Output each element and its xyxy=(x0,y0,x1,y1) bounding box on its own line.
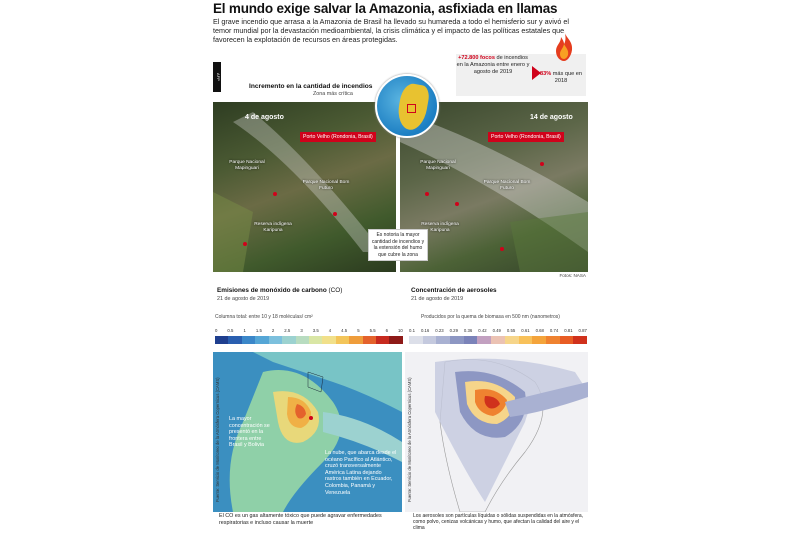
date-label-right: 14 de agosto xyxy=(530,114,573,121)
co-label-max: La mayor concentración se presentó en la frontera entre Brasil y Bolivia xyxy=(229,416,270,449)
co-heading-suffix: (CO) xyxy=(328,287,343,294)
co-scale-tick: 6 xyxy=(385,328,389,333)
co-heading xyxy=(217,287,342,294)
aerosol-date: 21 de agosto de 2019 xyxy=(411,296,464,302)
fires-text: de incendios en la Amazonia entre enero y agosto de 2019 xyxy=(456,55,530,75)
fire-marker xyxy=(425,192,429,196)
fire-marker xyxy=(273,192,277,196)
date-label-left: 4 de agosto xyxy=(245,114,284,121)
reserve-label-left: Reserva indígena Karipuna xyxy=(254,222,292,233)
intro-text: El grave incendio que arrasa a la Amazonia de Brasil ha llevado su humareda a todo el hemisferio sur y avivó el temor mundial por la devastación medioambiental, la crisis climática y el impacto de las políticas estatales que favorecen la explotación de recursos en áreas protegidas. xyxy=(213,17,569,44)
aerosol-scale-swatch xyxy=(546,336,560,344)
fire-marker xyxy=(455,202,459,206)
aerosol-scale-swatch xyxy=(560,336,574,344)
aerosol-scale-tick: 0.36 xyxy=(463,328,473,333)
co-scale-swatch xyxy=(363,336,376,344)
percent-value: 83% xyxy=(540,71,552,77)
aerosol-scale-tick: 0.81 xyxy=(564,328,573,333)
reserve-label-right: Reserva indígena Karipuna xyxy=(421,222,459,233)
co-scale-swatch xyxy=(349,336,362,344)
satellite-heading: Incremento en la cantidad de incendios xyxy=(249,83,373,90)
co-scale-tick: 1 xyxy=(243,328,246,333)
aerosol-map xyxy=(405,352,588,512)
co-footnote: El CO es un gas altamente tóxico que puede agravar enfermedades respiratorias e incluso causar la muerte xyxy=(219,513,382,526)
aerosol-scale-swatch xyxy=(409,336,423,344)
aerosol-scale-tick: 0.74 xyxy=(549,328,559,333)
aerosol-scale-tick: 0.23 xyxy=(435,328,444,333)
co-scale-tick: 10 xyxy=(398,328,403,333)
aerosol-scale-tick: 0.68 xyxy=(535,328,544,333)
co-scale-swatch xyxy=(309,336,322,344)
aerosol-source-text: Fuente: Servicio de Monitoreo de la Atmósfera Copernicus (CAMS) xyxy=(407,377,412,502)
co-scale-tick: 1.5 xyxy=(255,328,262,333)
aerosol-footnote: Los aerosoles son partículas líquidas o sólidas suspendidas en la atmósfera, como polvo, cenizas volcánicas y humo, que afectan la calidad del aire y el clima xyxy=(413,513,584,532)
co-scale-tick: 3 xyxy=(300,328,303,333)
aerosol-color-scale xyxy=(409,336,587,344)
fires-stat xyxy=(456,55,530,76)
aerosol-scale-ticks xyxy=(409,328,587,333)
page-title: El mundo exige salvar la Amazonia, asfixiada en llamas xyxy=(213,1,558,16)
aerosol-scale-tick: 0.55 xyxy=(506,328,516,333)
co-scale-swatch xyxy=(242,336,255,344)
co-scale-tick: 2.5 xyxy=(284,328,291,333)
co-scale-ticks xyxy=(215,328,403,333)
city-label-left: Porto Velho (Rondonia, Brasil) xyxy=(300,132,376,142)
aerosol-scale-swatch xyxy=(477,336,491,344)
co-scale-tick: 4 xyxy=(328,328,332,333)
fire-marker xyxy=(243,242,247,246)
co-scale-swatch xyxy=(282,336,295,344)
co-max-marker xyxy=(309,416,313,420)
aerosol-scale-swatch xyxy=(450,336,464,344)
co-scale-tick: 5 xyxy=(357,328,360,333)
co-scale-tick: 3.5 xyxy=(312,328,319,333)
co-scale-swatch xyxy=(215,336,228,344)
aerosol-heading: Concentración de aerosoles xyxy=(411,287,497,294)
aerosol-scale-swatch xyxy=(423,336,437,344)
flame-icon xyxy=(552,30,576,62)
aerosol-scale-tick: 0.87 xyxy=(578,328,587,333)
zoom-area-marker xyxy=(407,104,416,113)
park-label-right-1: Parque Nacional Mapinguari xyxy=(420,160,456,171)
city-label-right: Porto Velho (Rondonia, Brasil) xyxy=(488,132,564,142)
co-scale-swatch xyxy=(255,336,268,344)
co-scale-tick: 0 xyxy=(215,328,218,333)
aerosol-scale-label: Producidos por la quema de biomasa en 500 nm (nanometros) xyxy=(421,314,560,320)
percent-text: más que en 2018 xyxy=(552,71,582,84)
co-scale-label: Columna total: entre 10 y 18 moléculas/ cm² xyxy=(215,314,313,320)
aerosol-scale-swatch xyxy=(436,336,450,344)
afp-logo: AFP xyxy=(213,62,221,92)
co-map xyxy=(213,352,402,512)
fire-marker xyxy=(333,212,337,216)
aerosol-scale-swatch xyxy=(532,336,546,344)
co-scale-swatch xyxy=(228,336,241,344)
aerosol-scale-swatch xyxy=(464,336,478,344)
co-source-text: Fuente: Servicio de Monitoreo de la Atmósfera Copernicus (CAMS) xyxy=(215,377,220,502)
co-scale-swatch xyxy=(296,336,309,344)
aerosol-scale-swatch xyxy=(505,336,519,344)
co-scale-swatch xyxy=(336,336,349,344)
infographic xyxy=(213,0,590,533)
co-date: 21 de agosto de 2019 xyxy=(217,296,270,302)
aerosol-scale-tick: 0.1 xyxy=(409,328,415,333)
photo-credit: Fotos: NASA xyxy=(559,273,586,278)
co-scale-swatch xyxy=(322,336,335,344)
co-color-scale xyxy=(215,336,403,344)
aerosol-scale-tick: 0.29 xyxy=(449,328,458,333)
co-scale-tick: 0.5 xyxy=(227,328,234,333)
fires-value: +72.800 focos xyxy=(458,55,495,61)
co-heading-text: Emisiones de monóxido de carbono xyxy=(217,287,327,294)
percent-stat xyxy=(540,71,582,85)
globe-locator-icon xyxy=(375,74,439,138)
co-scale-swatch xyxy=(389,336,402,344)
park-label-right-2: Parque Nacional Bom Futuro xyxy=(483,180,531,191)
aerosol-concentration-overlay xyxy=(405,352,588,512)
fire-marker xyxy=(500,247,504,251)
satellite-subheading: Zona más crítica xyxy=(313,91,353,97)
aerosol-scale-tick: 0.49 xyxy=(492,328,501,333)
park-label-left-1: Parque Nacional Mapinguari xyxy=(229,160,265,171)
aerosol-scale-swatch xyxy=(573,336,587,344)
co-scale-tick: 5.5 xyxy=(369,328,376,333)
satellite-note: Es notoria la mayor cantidad de incendios y la extensión del humo que cubre la zona xyxy=(368,229,428,261)
aerosol-scale-swatch xyxy=(491,336,505,344)
co-scale-tick: 4.5 xyxy=(341,328,348,333)
aerosol-scale-tick: 0.61 xyxy=(521,328,530,333)
aerosol-scale-tick: 0.16 xyxy=(420,328,430,333)
park-label-left-2: Parque Nacional Bom Futuro xyxy=(302,180,350,191)
co-scale-swatch xyxy=(269,336,282,344)
co-scale-swatch xyxy=(376,336,389,344)
fire-marker xyxy=(540,162,544,166)
aerosol-scale-swatch xyxy=(519,336,533,344)
aerosol-scale-tick: 0.42 xyxy=(478,328,487,333)
co-scale-tick: 2 xyxy=(271,328,275,333)
co-label-cloud: La nube, que abarca desde el océano Pacífico al Atlántico, cruzó transversalmente América Latina dejando rastros también en Ecuador, Colombia, Panamá y Venezuela xyxy=(325,450,397,496)
stats-box xyxy=(456,54,586,96)
